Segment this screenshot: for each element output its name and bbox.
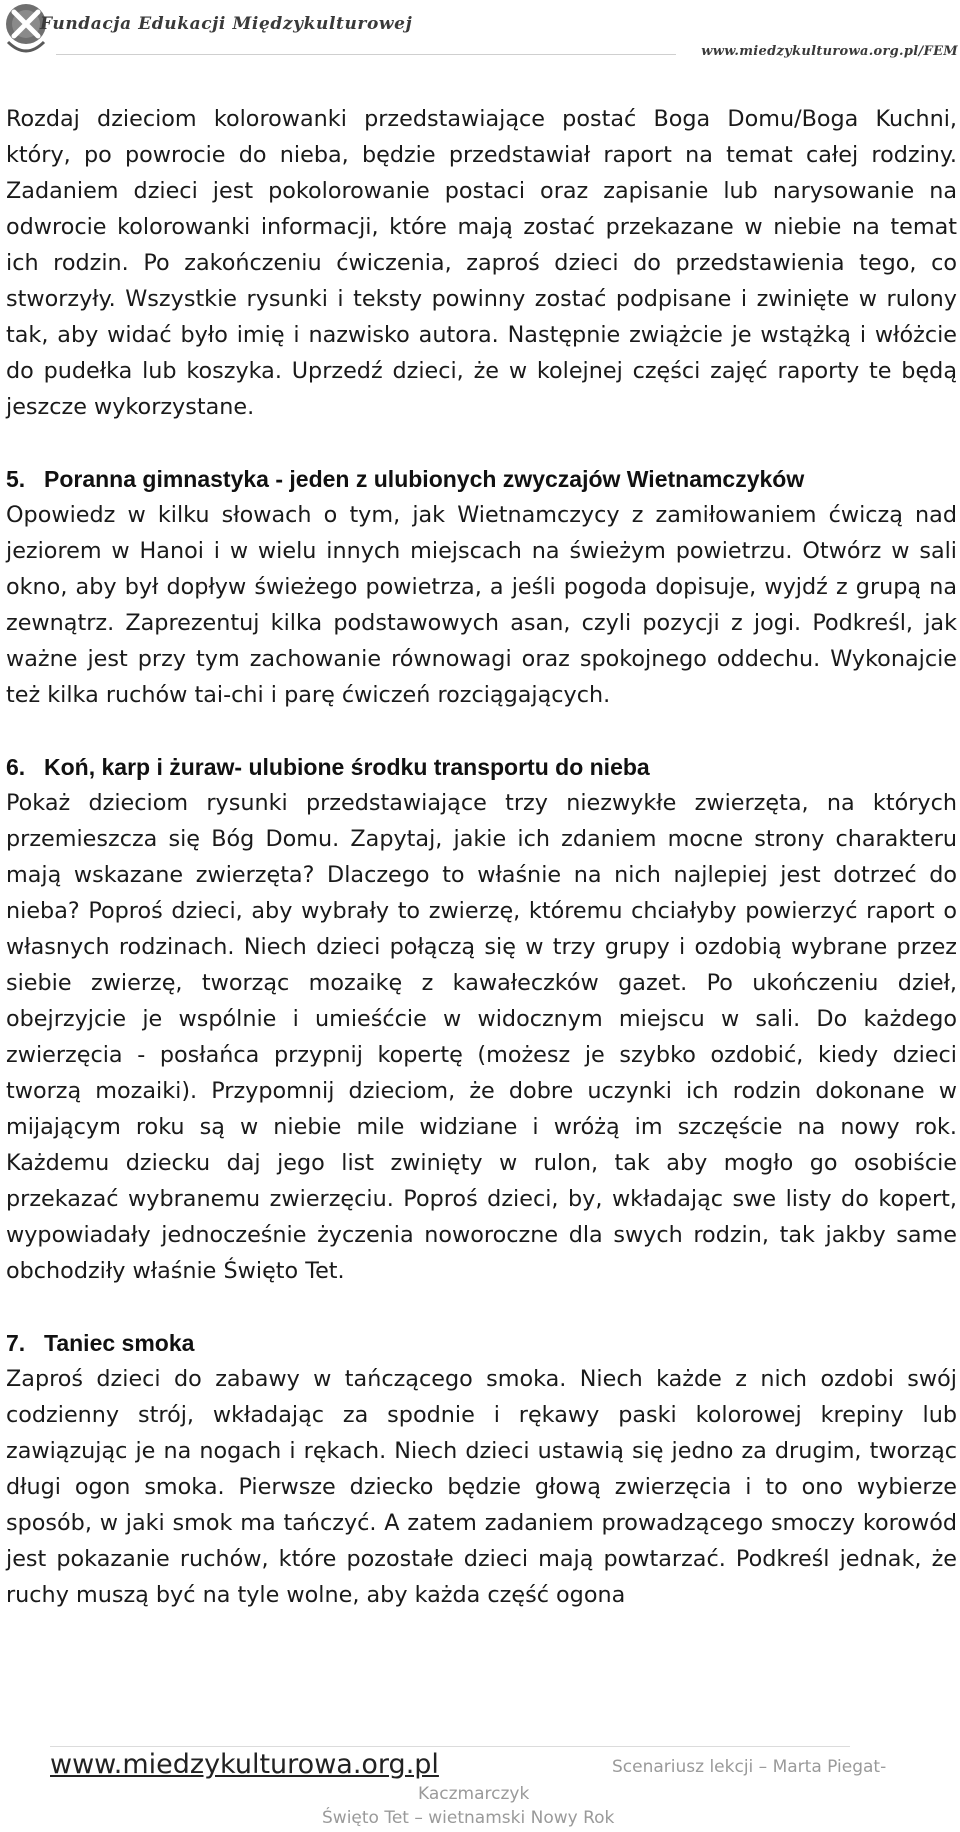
footer-divider [50, 1746, 850, 1747]
document-body [6, 101, 957, 1613]
intro-paragraph: Rozdaj dzieciom kolorowanki przedstawiające postać Boga Domu/Boga Kuchni, który, po powrocie do nieba, będzie przedstawiał raport na temat całej rodziny. Zadaniem dzieci jest pokolorowanie postaci oraz zapisanie lub narysowanie na odwrocie kolorowanki informacji, które mają zostać przekazane w niebie na temat ich rodzin. Po zakończeniu ćwiczenia, zaproś dzieci do przedstawienia tego, co stworzyły. Wszystkie rysunki i teksty powinny zostać podpisane i zwinięte w rulony tak, aby widać było imię i nazwisko autora. Następnie zwiążcie je wstążką i włóżcie do pudełka lub koszyka. Uprzedź dzieci, że w kolejnej części zajęć raporty te będą jeszcze wykorzystane. [6, 106, 957, 420]
section-body-7: Zaproś dzieci do zabawy w tańczącego smoka. Niech każde z nich ozdobi swój codzienny strój, wkładając za spodnie i rękawy paski kolorowej krepiny lub zawiązując je na nogach i rękach. Niech dzieci ustawią się jedno za drugim, tworząc długi ogon smoka. Pierwsze dziecko będzie głową zwierzęcia i to ono wybierze sposób, w jaki smok ma tańczyć. A zatem zadaniem prowadzącego smoczy korowód jest pokazanie ruchów, które pozostałe dzieci mają powtarzać. Podkreśl jednak, że ruchy muszą być na tyle wolne, aby każda część ogona [6, 1366, 957, 1608]
section-number: 7. [6, 1330, 26, 1356]
header-url: www.miedzykulturowa.org.pl/FEM [701, 44, 958, 59]
section-title: Koń, karp i żuraw- ulubione środku transportu do nieba [44, 754, 650, 780]
section-heading-5 [6, 461, 957, 497]
section-heading-6 [6, 749, 957, 785]
section-number: 6. [6, 754, 26, 780]
footer-author-credit: Scenariusz lekcji – Marta Piegat- [612, 1757, 887, 1777]
organization-name: Fundacja Edukacji Międzykulturowej [40, 14, 413, 34]
footer-author-credit-continued: Kaczmarczyk [418, 1784, 530, 1804]
section-spacer [6, 1289, 957, 1325]
footer-lesson-subtitle: Święto Tet – wietnamski Nowy Rok [322, 1808, 615, 1828]
section-body-5: Opowiedz w kilku słowach o tym, jak Wietnamczycy z zamiłowaniem ćwiczą nad jeziorem w Hanoi i w wielu innych miejscach na świeżym powietrzu. Otwórz w sali okno, aby był dopływ świeżego powietrza, a jeśli pogoda dopisuje, wyjdź z grupą na zewnątrz. Zaprezentuj kilka podstawowych asan, czyli pozycji z jogi. Podkreśl, jak ważne jest przy tym zachowanie równowagi oraz spokojnego oddechu. Wykonajcie też kilka ruchów tai-chi i parę ćwiczeń rozciągających. [6, 502, 957, 708]
section-number: 5. [6, 466, 26, 492]
footer-website-link[interactable]: www.miedzykulturowa.org.pl [50, 1749, 439, 1780]
page-header [0, 0, 960, 64]
section-spacer [6, 425, 957, 461]
section-spacer [6, 713, 957, 749]
section-title: Taniec smoka [44, 1330, 195, 1356]
header-divider [56, 54, 676, 55]
section-body-6: Pokaż dzieciom rysunki przedstawiające trzy niezwykłe zwierzęta, na których przemieszcza się Bóg Domu. Zapytaj, jakie ich zdaniem mocne strony charakteru mają wskazane zwierzęta? Dlaczego to właśnie na nich najlepiej jest dotrzeć do nieba? Poproś dzieci, aby wybrały to zwierzę, któremu chciałyby powierzyć raport o własnych rodzinach. Niech dzieci połączą się w trzy grupy i ozdobią wybrane przez siebie zwierzę, tworząc mozaikę z kawałeczków gazet. Po ukończeniu dzieł, obejrzyjcie je wspólnie i umieśćcie w widocznym miejscu w sali. Do każdego zwierzęcia - posłańca przypnij kopertę (możesz je szybko ozdobić, kiedy dzieci tworzą mozaiki). Przypomnij dzieciom, że dobre uczynki ich rodzin dokonane w mijającym roku są w niebie mile widziane i wróżą im szczęście na nowy rok. Każdemu dziecku daj jego list zwinięty w rulon, tak aby mogło go osobiście przekazać wybranemu zwierzęciu. Poproś dzieci, by, wkładając swe listy do kopert, wypowiadały jednocześnie życzenia noworoczne dla swych rodzin, tak jakby same obchodziły właśnie Święto Tet. [6, 790, 957, 1284]
section-heading-7 [6, 1325, 957, 1361]
section-title: Poranna gimnastyka - jeden z ulubionych zwyczajów Wietnamczyków [44, 466, 805, 492]
